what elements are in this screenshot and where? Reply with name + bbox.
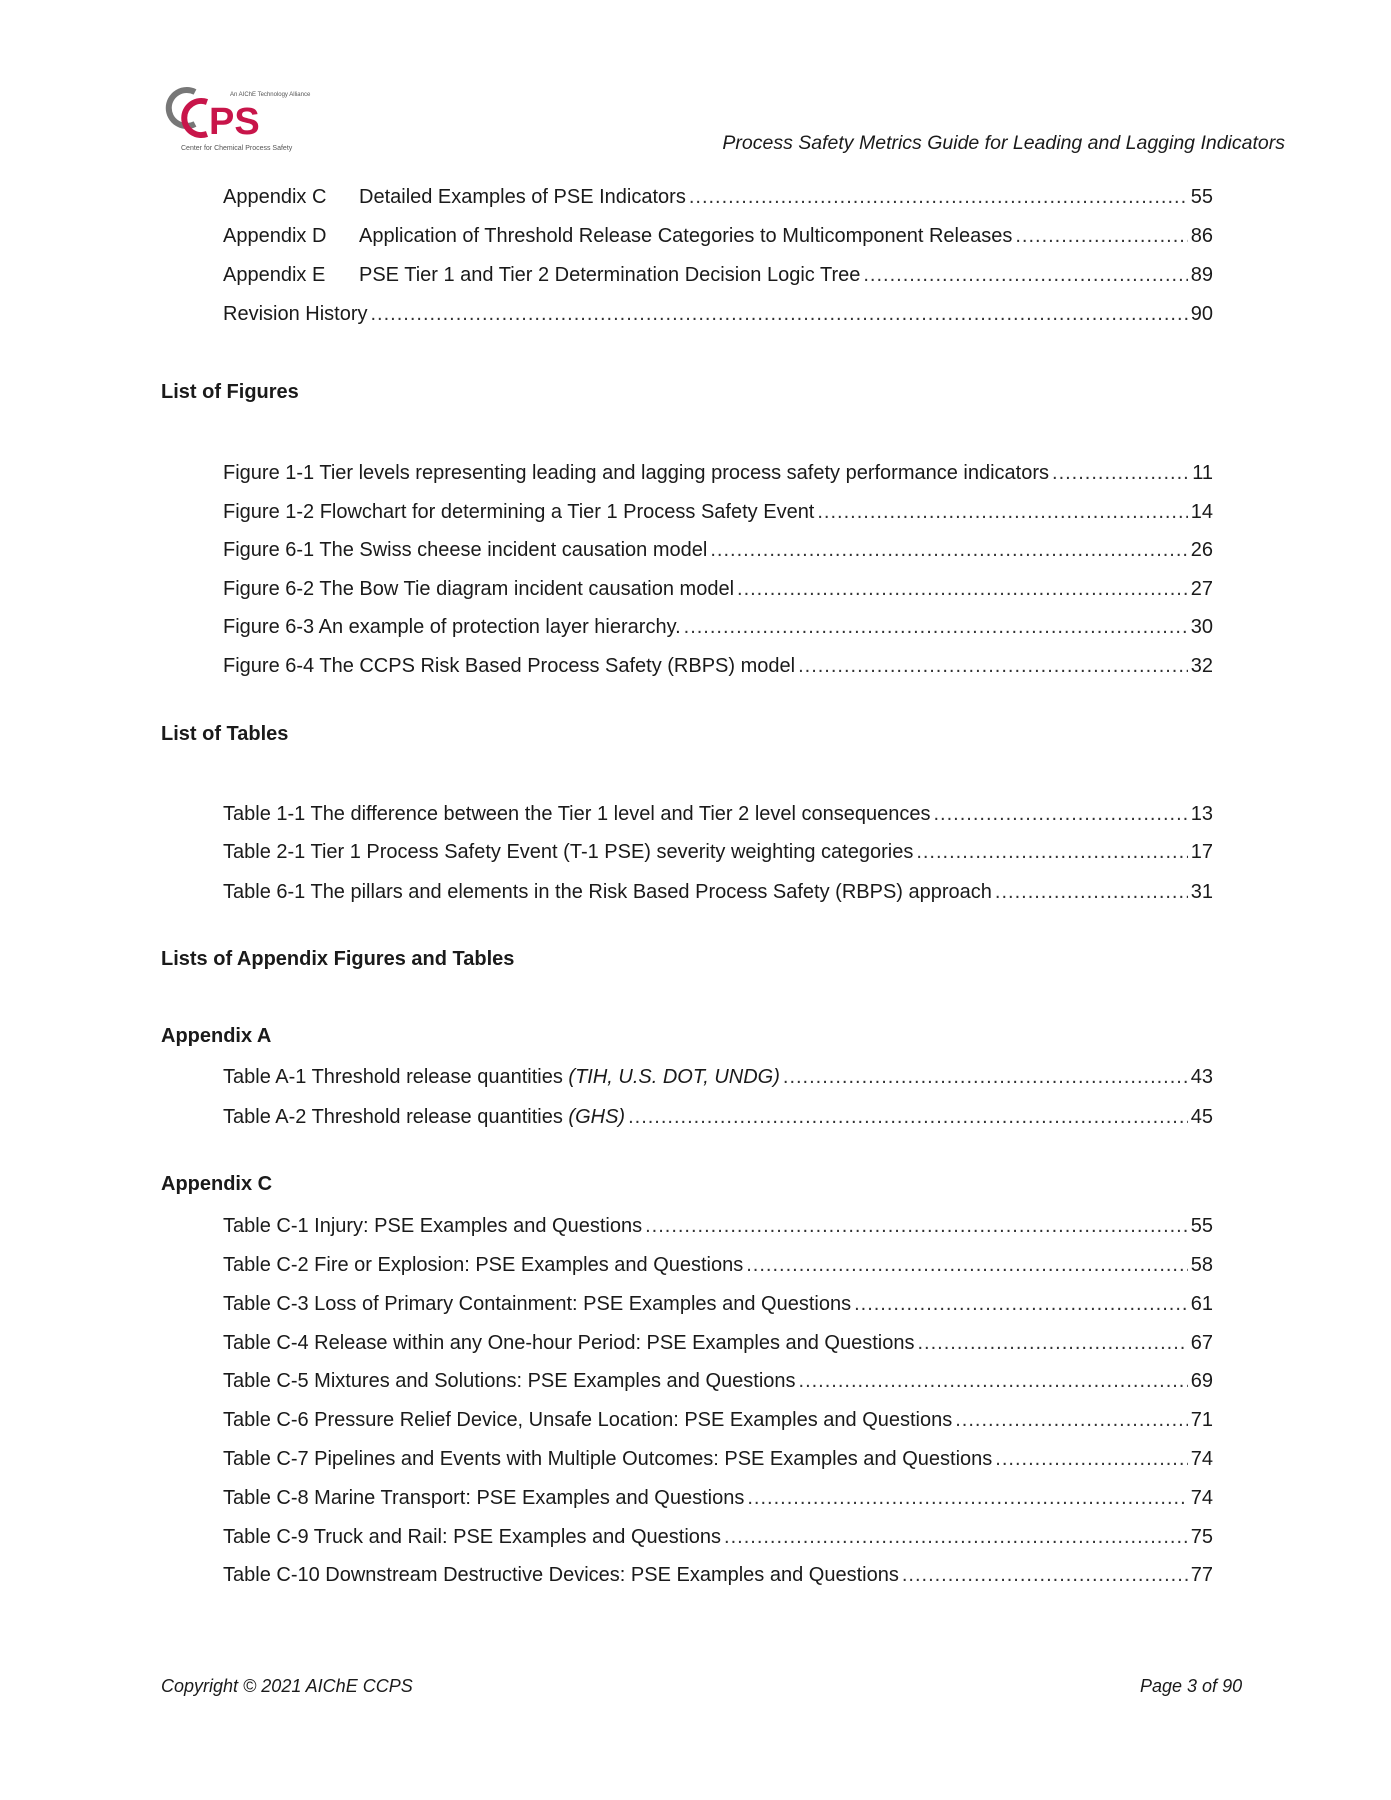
toc-entry[interactable] (223, 881, 1213, 907)
ccps-logo (165, 84, 317, 154)
toc-entry-page: 32 (1190, 655, 1213, 677)
toc-entry-page: 90 (1190, 303, 1213, 325)
toc-entry-title: Table C-7 Pipelines and Events with Multiple Outcomes: PSE Examples and Questions (223, 1448, 993, 1470)
toc-entry-page: 55 (1190, 1215, 1213, 1237)
toc-entry-page: 71 (1190, 1409, 1213, 1431)
toc-entry[interactable] (223, 655, 1213, 681)
dot-leader (783, 1066, 1188, 1089)
toc-entry-title: Table C-1 Injury: PSE Examples and Questions (223, 1215, 643, 1237)
dot-leader (645, 1215, 1188, 1238)
dot-leader (724, 1526, 1188, 1549)
svg-text:An AIChE Technology Alliance: An AIChE Technology Alliance (230, 92, 311, 98)
toc-entry[interactable] (223, 1564, 1213, 1590)
heading-appendix-lists: Lists of Appendix Figures and Tables (161, 948, 515, 970)
dot-leader (817, 501, 1187, 524)
dot-leader (1052, 462, 1189, 485)
dot-leader (917, 1332, 1187, 1355)
document-title: Process Safety Metrics Guide for Leading and Lagging Indicators (722, 132, 1285, 154)
toc-entry[interactable] (223, 501, 1213, 527)
toc-entry-label: Appendix E (223, 264, 326, 286)
toc-entry-title: Table 6-1 The pillars and elements in the Risk Based Process Safety (RBPS) approach (223, 881, 992, 903)
heading-appendix-c: Appendix C (161, 1173, 273, 1195)
heading-appendix-a: Appendix A (161, 1025, 272, 1047)
toc-entry-page: 45 (1190, 1106, 1213, 1128)
toc-entry[interactable] (223, 1106, 1213, 1132)
toc-entry-title: Figure 6-3 An example of protection layer hierarchy. (223, 616, 681, 638)
toc-entry-page: 27 (1190, 578, 1213, 600)
dot-leader (916, 841, 1187, 864)
dot-leader (863, 264, 1187, 287)
footer-page-number: Page 3 of 90 (1140, 1676, 1243, 1696)
dot-leader (902, 1564, 1188, 1587)
toc-entry-title: Table C-9 Truck and Rail: PSE Examples and Questions (223, 1526, 722, 1548)
toc-entry-title: PSE Tier 1 and Tier 2 Determination Decision Logic Tree (359, 264, 861, 286)
toc-entry[interactable] (223, 1066, 1213, 1092)
toc-entry-title: Figure 6-4 The CCPS Risk Based Process Safety (RBPS) model (223, 655, 796, 677)
dot-leader (934, 803, 1188, 826)
toc-entry-title: Figure 6-1 The Swiss cheese incident causation model (223, 539, 708, 561)
toc-entry-page: 31 (1190, 881, 1213, 903)
dot-leader (628, 1106, 1188, 1129)
toc-entry[interactable] (223, 264, 1213, 290)
toc-entry-page: 43 (1190, 1066, 1213, 1088)
footer-copyright: Copyright © 2021 AIChE CCPS (161, 1676, 413, 1696)
dot-leader (710, 539, 1187, 562)
toc-entry-title: Table C-3 Loss of Primary Containment: PSE Examples and Questions (223, 1293, 852, 1315)
toc-entry-page: 74 (1190, 1487, 1213, 1509)
toc-entry-title: Table A-1 Threshold release quantities (223, 1066, 569, 1088)
toc-entry[interactable] (223, 1293, 1213, 1319)
toc-entry-page: 13 (1190, 803, 1213, 825)
svg-text:PS: PS (209, 101, 260, 143)
heading-list-of-figures: List of Figures (161, 381, 299, 403)
toc-entry-title: Figure 6-2 The Bow Tie diagram incident causation model (223, 578, 735, 600)
toc-entry[interactable] (223, 1370, 1213, 1396)
toc-entry[interactable] (223, 1332, 1213, 1358)
toc-entry-page: 14 (1190, 501, 1213, 523)
toc-entry[interactable] (223, 1254, 1213, 1280)
toc-entry-page: 17 (1190, 841, 1213, 863)
toc-entry[interactable] (223, 539, 1213, 565)
toc-entry-label: Appendix D (223, 225, 327, 247)
toc-entry-page: 67 (1190, 1332, 1213, 1354)
toc-entry-title: Table C-4 Release within any One-hour Period: PSE Examples and Questions (223, 1332, 915, 1354)
dot-leader (955, 1409, 1188, 1432)
toc-entry-page: 58 (1190, 1254, 1213, 1276)
toc-entry[interactable] (223, 1448, 1213, 1474)
toc-entry-title: Table A-2 Threshold release quantities (223, 1106, 569, 1128)
toc-entry-label: Appendix C (223, 186, 327, 208)
dot-leader (854, 1293, 1188, 1316)
toc-entry[interactable] (223, 803, 1213, 829)
toc-entry-title: Table 2-1 Tier 1 Process Safety Event (T-1 PSE) severity weighting categories (223, 841, 914, 863)
toc-entry[interactable] (223, 1526, 1213, 1552)
dot-leader (684, 616, 1188, 639)
toc-entry-page: 86 (1190, 225, 1213, 247)
toc-entry[interactable] (223, 303, 1213, 329)
toc-entry[interactable] (223, 1487, 1213, 1513)
toc-entry[interactable] (223, 1215, 1213, 1241)
toc-entry-page: 75 (1190, 1526, 1213, 1548)
toc-entry-title: Table C-6 Pressure Relief Device, Unsafe Location: PSE Examples and Questions (223, 1409, 953, 1431)
toc-entry-page: 77 (1190, 1564, 1213, 1586)
heading-list-of-tables: List of Tables (161, 723, 289, 745)
toc-entry[interactable] (223, 225, 1213, 251)
dot-leader (798, 655, 1188, 678)
toc-entry-title-italic: (TIH, U.S. DOT, UNDG) (568, 1066, 780, 1088)
svg-text:Center for Chemical Process Sa: Center for Chemical Process Safety (181, 145, 293, 152)
toc-entry-page: 74 (1190, 1448, 1213, 1470)
toc-entry[interactable] (223, 462, 1213, 488)
toc-entry-title: Detailed Examples of PSE Indicators (359, 186, 686, 208)
toc-entry[interactable] (223, 578, 1213, 604)
toc-entry-page: 30 (1190, 616, 1213, 638)
toc-entry-title: Application of Threshold Release Categories to Multicomponent Releases (359, 225, 1013, 247)
toc-entry[interactable] (223, 616, 1213, 642)
dot-leader (689, 186, 1188, 209)
dot-leader (799, 1370, 1188, 1393)
toc-entry-page: 69 (1190, 1370, 1213, 1392)
toc-entry-title-italic: (GHS) (568, 1106, 626, 1128)
toc-entry[interactable] (223, 1409, 1213, 1435)
toc-entry[interactable] (223, 841, 1213, 867)
dot-leader (370, 303, 1187, 326)
dot-leader (1015, 225, 1187, 248)
toc-entry-page: 26 (1190, 539, 1213, 561)
toc-entry-title: Table C-8 Marine Transport: PSE Examples and Questions (223, 1487, 745, 1509)
toc-entry-page: 89 (1190, 264, 1213, 286)
dot-leader (746, 1254, 1188, 1277)
dot-leader (737, 578, 1188, 601)
toc-entry-title: Revision History (223, 303, 368, 325)
toc-entry-page: 11 (1192, 462, 1213, 484)
toc-entry-title: Table C-10 Downstream Destructive Devices: PSE Examples and Questions (223, 1564, 899, 1586)
toc-entry-title: Table 1-1 The difference between the Tier 1 level and Tier 2 level consequences (223, 803, 931, 825)
dot-leader (995, 881, 1188, 904)
dot-leader (747, 1487, 1187, 1510)
dot-leader (995, 1448, 1187, 1471)
toc-entry-title: Table C-2 Fire or Explosion: PSE Examples and Questions (223, 1254, 744, 1276)
toc-entry-title: Figure 1-1 Tier levels representing leading and lagging process safety performance indicators (223, 462, 1050, 484)
toc-entry-title: Table C-5 Mixtures and Solutions: PSE Examples and Questions (223, 1370, 796, 1392)
toc-entry-page: 61 (1190, 1293, 1213, 1315)
toc-entry[interactable] (223, 186, 1213, 212)
toc-entry-title: Figure 1-2 Flowchart for determining a Tier 1 Process Safety Event (223, 501, 815, 523)
toc-entry-page: 55 (1190, 186, 1213, 208)
